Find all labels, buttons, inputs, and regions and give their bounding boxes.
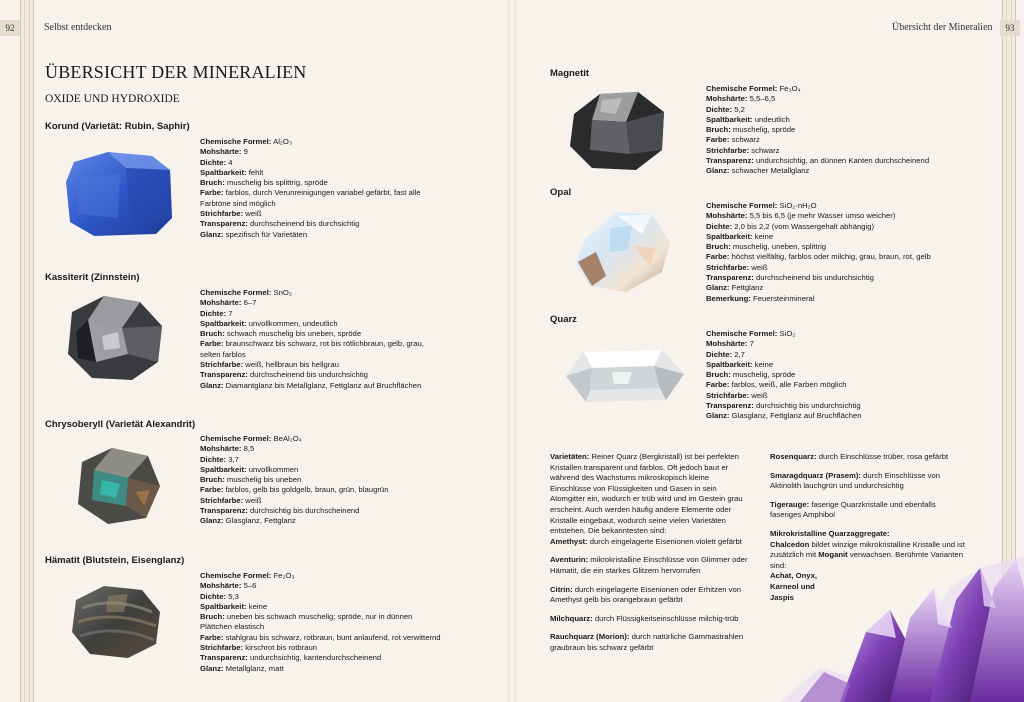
- props-korund: [200, 137, 460, 240]
- label: Tigerauge:: [770, 499, 810, 509]
- value: 5–6: [243, 581, 257, 591]
- label: Bemerkung:: [706, 293, 751, 303]
- label: Chemische Formel:: [706, 84, 778, 93]
- label: Glanz:: [200, 663, 224, 673]
- value: weiß, hellbraun bis hellgrau: [245, 360, 339, 370]
- value: fehlt: [248, 167, 264, 177]
- value: 5,5–6,5: [749, 94, 776, 104]
- props-magnetit: [706, 84, 996, 177]
- label: Glanz:: [706, 166, 730, 176]
- label: Glanz:: [200, 516, 224, 526]
- value: 7: [749, 339, 754, 349]
- variant: Jaspis: [770, 592, 794, 602]
- value: schwach muschelig bis uneben, spröde: [226, 329, 362, 339]
- running-head-right: Übersicht der Mineralien: [892, 22, 993, 33]
- mineral-name-korund: Korund (Varietät: Rubin, Saphir): [45, 121, 190, 132]
- quarz-image: [562, 344, 688, 406]
- label: Bruch:: [706, 125, 731, 135]
- value: Glasglanz, Fettglanz auf Bruchflächen: [731, 411, 862, 421]
- value: höchst vielfältig, farblos oder milchig, grau, braun, rot, gelb: [731, 252, 931, 262]
- variant: Achat, Onyx,: [770, 571, 817, 581]
- label: Mohshärte:: [200, 444, 242, 454]
- label: Bruch:: [706, 242, 731, 252]
- value: muschelig bis splittrig, spröde: [226, 178, 328, 188]
- value: farblos, weiß, alle Farben möglich: [731, 380, 847, 390]
- value: spezifisch für Varietäten: [225, 229, 308, 239]
- label: Transparenz:: [706, 273, 754, 283]
- label: Farbe:: [706, 380, 730, 390]
- value: durchscheinend bis undurchsichtig: [250, 370, 368, 380]
- value: unvollkommen: [248, 464, 299, 474]
- label: Dichte:: [706, 221, 733, 231]
- label: Mohshärte:: [706, 339, 748, 349]
- value: weiß: [751, 262, 768, 272]
- paragraph: durch Einschlüsse trüber, rosa gefärbt: [818, 452, 949, 461]
- props-kassiterit: [200, 288, 460, 391]
- label: Spaltbarkeit:: [706, 359, 753, 369]
- quarz-text-col1: [550, 452, 750, 662]
- chrysoberyll-image: [72, 446, 162, 526]
- value: 4: [228, 157, 233, 167]
- label: Strichfarbe:: [200, 360, 244, 370]
- value: keine: [754, 359, 774, 369]
- mineral-name-magnetit: Magnetit: [550, 68, 590, 79]
- value: Fe₃O₄: [779, 84, 801, 93]
- value: undurchsichtig, an dünnen Kanten durchscheinend: [756, 156, 930, 166]
- page-number-right: 93: [1000, 20, 1020, 36]
- label: Spaltbarkeit:: [200, 601, 247, 611]
- value: 2,0 bis 2,2 (vom Wassergehalt abhängig): [734, 221, 875, 231]
- page-number-left: 92: [0, 20, 20, 36]
- props-quarz: [706, 329, 996, 422]
- label: Glanz:: [200, 380, 224, 390]
- mineral-name-quarz: Quarz: [550, 314, 577, 325]
- label: Glanz:: [706, 411, 730, 421]
- value: weiß: [245, 495, 262, 505]
- value: durchsichtig bis durchscheinend: [250, 506, 360, 516]
- label: Milchquarz:: [550, 613, 593, 623]
- korund-image: [60, 148, 180, 238]
- kassiterit-image: [62, 292, 166, 384]
- label: Bruch:: [200, 178, 225, 188]
- value: muschelig, uneben, splittrig: [732, 242, 827, 252]
- value: keine: [754, 231, 774, 241]
- value: Feuersteinmineral: [753, 293, 815, 303]
- paragraph: bildet winzige mikrokristalline Kristalle und ist zusätzlich mit: [770, 539, 965, 560]
- label: Farbe:: [200, 188, 224, 198]
- value: schwarz: [731, 135, 760, 145]
- label: Transparenz:: [200, 653, 248, 663]
- value: 7: [228, 308, 233, 318]
- label: Mohshärte:: [200, 298, 242, 308]
- value: Fettglanz: [731, 283, 764, 293]
- label: Rauchquarz (Morion):: [550, 632, 630, 642]
- value: uneben bis schwach muschelig; spröde, nur in dünnen Plättchen elastisch: [200, 612, 413, 632]
- label: Dichte:: [200, 454, 227, 464]
- value: 3,7: [228, 454, 239, 464]
- props-chrysoberyll: [200, 434, 460, 527]
- label: Citrin:: [550, 584, 573, 594]
- label: Chemische Formel:: [200, 571, 272, 580]
- label: Chemische Formel:: [200, 434, 272, 443]
- label: Rosenquarz:: [770, 452, 817, 461]
- value: Fe₂O₃: [273, 571, 295, 580]
- mineral-name-kassiterit: Kassiterit (Zinnstein): [45, 272, 140, 283]
- paragraph: durch Flüssigkeitseinschlüsse milchig-trüb: [594, 613, 739, 623]
- value: Glasglanz, Fettglanz: [225, 516, 296, 526]
- paragraph: durch eingelagerte Eisenionen oder Erhitzen von Amethyst gelb bis orangebraun gefärbt: [550, 584, 742, 605]
- label: Chemische Formel:: [706, 201, 778, 210]
- mineral-name-chrysoberyll: Chrysoberyll (Varietät Alexandrit): [45, 419, 196, 430]
- paragraph: mikrokristalline Einschlüsse von Glimmer oder Hämatit, die ein starkes Glitzern hervorrufen: [550, 555, 748, 575]
- value: farblos, durch Verunreinigungen variabel gefärbt, fast alle Farbtöne sind möglich: [200, 188, 421, 208]
- value: SnO₂: [273, 288, 292, 297]
- magnetit-image: [566, 88, 670, 172]
- paragraph: verwachsen. Berühmte Varianten sind:: [770, 550, 963, 570]
- value: schwacher Metallglanz: [731, 166, 810, 176]
- label: Dichte:: [706, 349, 733, 359]
- value: keine: [248, 601, 268, 611]
- label: Spaltbarkeit:: [200, 464, 247, 474]
- label: Strichfarbe:: [706, 390, 750, 400]
- variant: Karneol und: [770, 581, 815, 591]
- value: 5,2: [734, 104, 745, 114]
- label: Smaragdquarz (Prasem):: [770, 470, 861, 480]
- running-head-left: Selbst entdecken: [44, 22, 112, 33]
- value: 5,5 bis 6,5 (je mehr Wasser umso weicher): [749, 211, 896, 221]
- value: braunschwarz bis schwarz, rot bis rötlichbraun, gelb, grau, selten farblos: [200, 339, 424, 359]
- label: Chemische Formel:: [200, 137, 272, 146]
- value: weiß: [751, 390, 768, 400]
- label: Farbe:: [200, 485, 224, 495]
- value: muschelig bis uneben: [226, 475, 302, 485]
- value: SiO₂: [779, 329, 796, 338]
- paragraph: Reiner Quarz (Bergkristall) ist bei perfekten Kristallen transparent und farblos. Oft jedoch baut er während des Wachstums mikroskopisch kleine Einschlüsse von Flüssigkeiten und Gasen in sein Atomgitter ein, wodurch er trüb wird und im Gestein grau erscheint. Auch werden häufig andere Elemente oder Kristalle eingebaut, wodurch seine vielen Varietäten entstehen. Die bekanntesten sind:: [550, 452, 743, 536]
- paragraph: durch Einschlüsse von Aktinolith lauchgrün und undurchsichtig: [770, 470, 941, 491]
- label: Strichfarbe:: [200, 643, 244, 653]
- value: unvollkommen, undeutlich: [248, 318, 338, 328]
- value: muschelig, spröde: [732, 370, 796, 380]
- value: stahlgrau bis schwarz, rotbraun, bunt anlaufend, rot verwitternd: [225, 632, 441, 642]
- label: Strichfarbe:: [706, 262, 750, 272]
- label: Bruch:: [200, 475, 225, 485]
- label: Transparenz:: [200, 506, 248, 516]
- page-title: ÜBERSICHT DER MINERALIEN: [45, 62, 307, 82]
- label: Dichte:: [200, 308, 227, 318]
- left-border-ornament: [20, 0, 34, 702]
- label: Mohshärte:: [200, 147, 242, 157]
- value: Metallglanz, matt: [225, 663, 284, 673]
- label: Chemische Formel:: [706, 329, 778, 338]
- section-subtitle: OXIDE UND HYDROXIDE: [45, 93, 180, 105]
- mineral-name-opal: Opal: [550, 187, 572, 198]
- label: Transparenz:: [200, 219, 248, 229]
- label: Mohshärte:: [200, 581, 242, 591]
- value: durchscheinend bis undurchsichtig: [756, 273, 874, 283]
- label: Transparenz:: [200, 370, 248, 380]
- label: Dichte:: [200, 591, 227, 601]
- mineral-name-haematit: Hämatit (Blutstein, Eisenglanz): [45, 555, 185, 566]
- label: Spaltbarkeit:: [706, 231, 753, 241]
- label: Mohshärte:: [706, 94, 748, 104]
- label: Strichfarbe:: [200, 209, 244, 219]
- label: Bruch:: [706, 370, 731, 380]
- paragraph: durch eingelagerte Eisenionen violett gefärbt: [589, 536, 742, 546]
- value: durchscheinend bis durchsichtig: [250, 219, 360, 229]
- value: kirschrot bis rotbraun: [245, 643, 318, 653]
- label: Farbe:: [200, 339, 224, 349]
- label: Aventurin:: [550, 555, 589, 565]
- opal-image: [570, 206, 674, 296]
- value: muschelig, spröde: [732, 125, 796, 135]
- quarz-text-col2: [770, 452, 966, 603]
- label: Transparenz:: [706, 401, 754, 411]
- value: 2,7: [734, 349, 745, 359]
- label: Transparenz:: [706, 156, 754, 166]
- value: 6–7: [243, 298, 257, 308]
- label: Spaltbarkeit:: [200, 318, 247, 328]
- label: Dichte:: [200, 157, 227, 167]
- label: Mohshärte:: [706, 211, 748, 221]
- value: 9: [243, 147, 248, 157]
- value: Al₂O₃: [273, 137, 292, 146]
- label: Glanz:: [706, 283, 730, 293]
- label: Bruch:: [200, 329, 225, 339]
- paragraph: durch natürliche Gammastrahlen graubraun bis schwarz gefärbt: [550, 632, 744, 652]
- value: 8,5: [243, 444, 255, 454]
- label: Glanz:: [200, 229, 224, 239]
- label: Spaltbarkeit:: [706, 114, 753, 124]
- label: Dichte:: [706, 104, 733, 114]
- label: Strichfarbe:: [706, 145, 750, 155]
- value: undurchsichtig, kantendurchscheinend: [250, 653, 382, 663]
- label: Varietäten:: [550, 452, 590, 461]
- paragraph: faserige Quarzkristalle und ebenfalls faseriges Amphibol: [770, 499, 936, 520]
- label: Chalcedon: [770, 539, 810, 549]
- label: Strichfarbe:: [200, 495, 244, 505]
- label: Amethyst:: [550, 536, 588, 546]
- label: Spaltbarkeit:: [200, 167, 247, 177]
- book-gutter: [508, 0, 516, 702]
- value: durchsichtig bis undurchsichtig: [756, 401, 861, 411]
- props-opal: [706, 201, 996, 304]
- value: schwarz: [751, 145, 780, 155]
- props-haematit: [200, 571, 460, 674]
- label: Farbe:: [706, 135, 730, 145]
- value: undeutlich: [754, 114, 790, 124]
- label: Farbe:: [706, 252, 730, 262]
- label: Moganit: [818, 550, 848, 560]
- value: weiß: [245, 209, 262, 219]
- haematit-image: [68, 582, 164, 660]
- label: Mikrokristalline Quarzaggregate:: [770, 528, 890, 538]
- value: BeAl₂O₄: [273, 434, 302, 443]
- value: Diamantglanz bis Metallglanz, Fettglanz auf Bruchflächen: [225, 380, 422, 390]
- value: 5,3: [228, 591, 239, 601]
- label: Bruch:: [200, 612, 225, 622]
- value: SiO₂·nH₂O: [779, 201, 817, 210]
- label: Farbe:: [200, 632, 224, 642]
- value: farblos, gelb bis goldgelb, braun, grün, blaugrün: [225, 485, 389, 495]
- label: Chemische Formel:: [200, 288, 272, 297]
